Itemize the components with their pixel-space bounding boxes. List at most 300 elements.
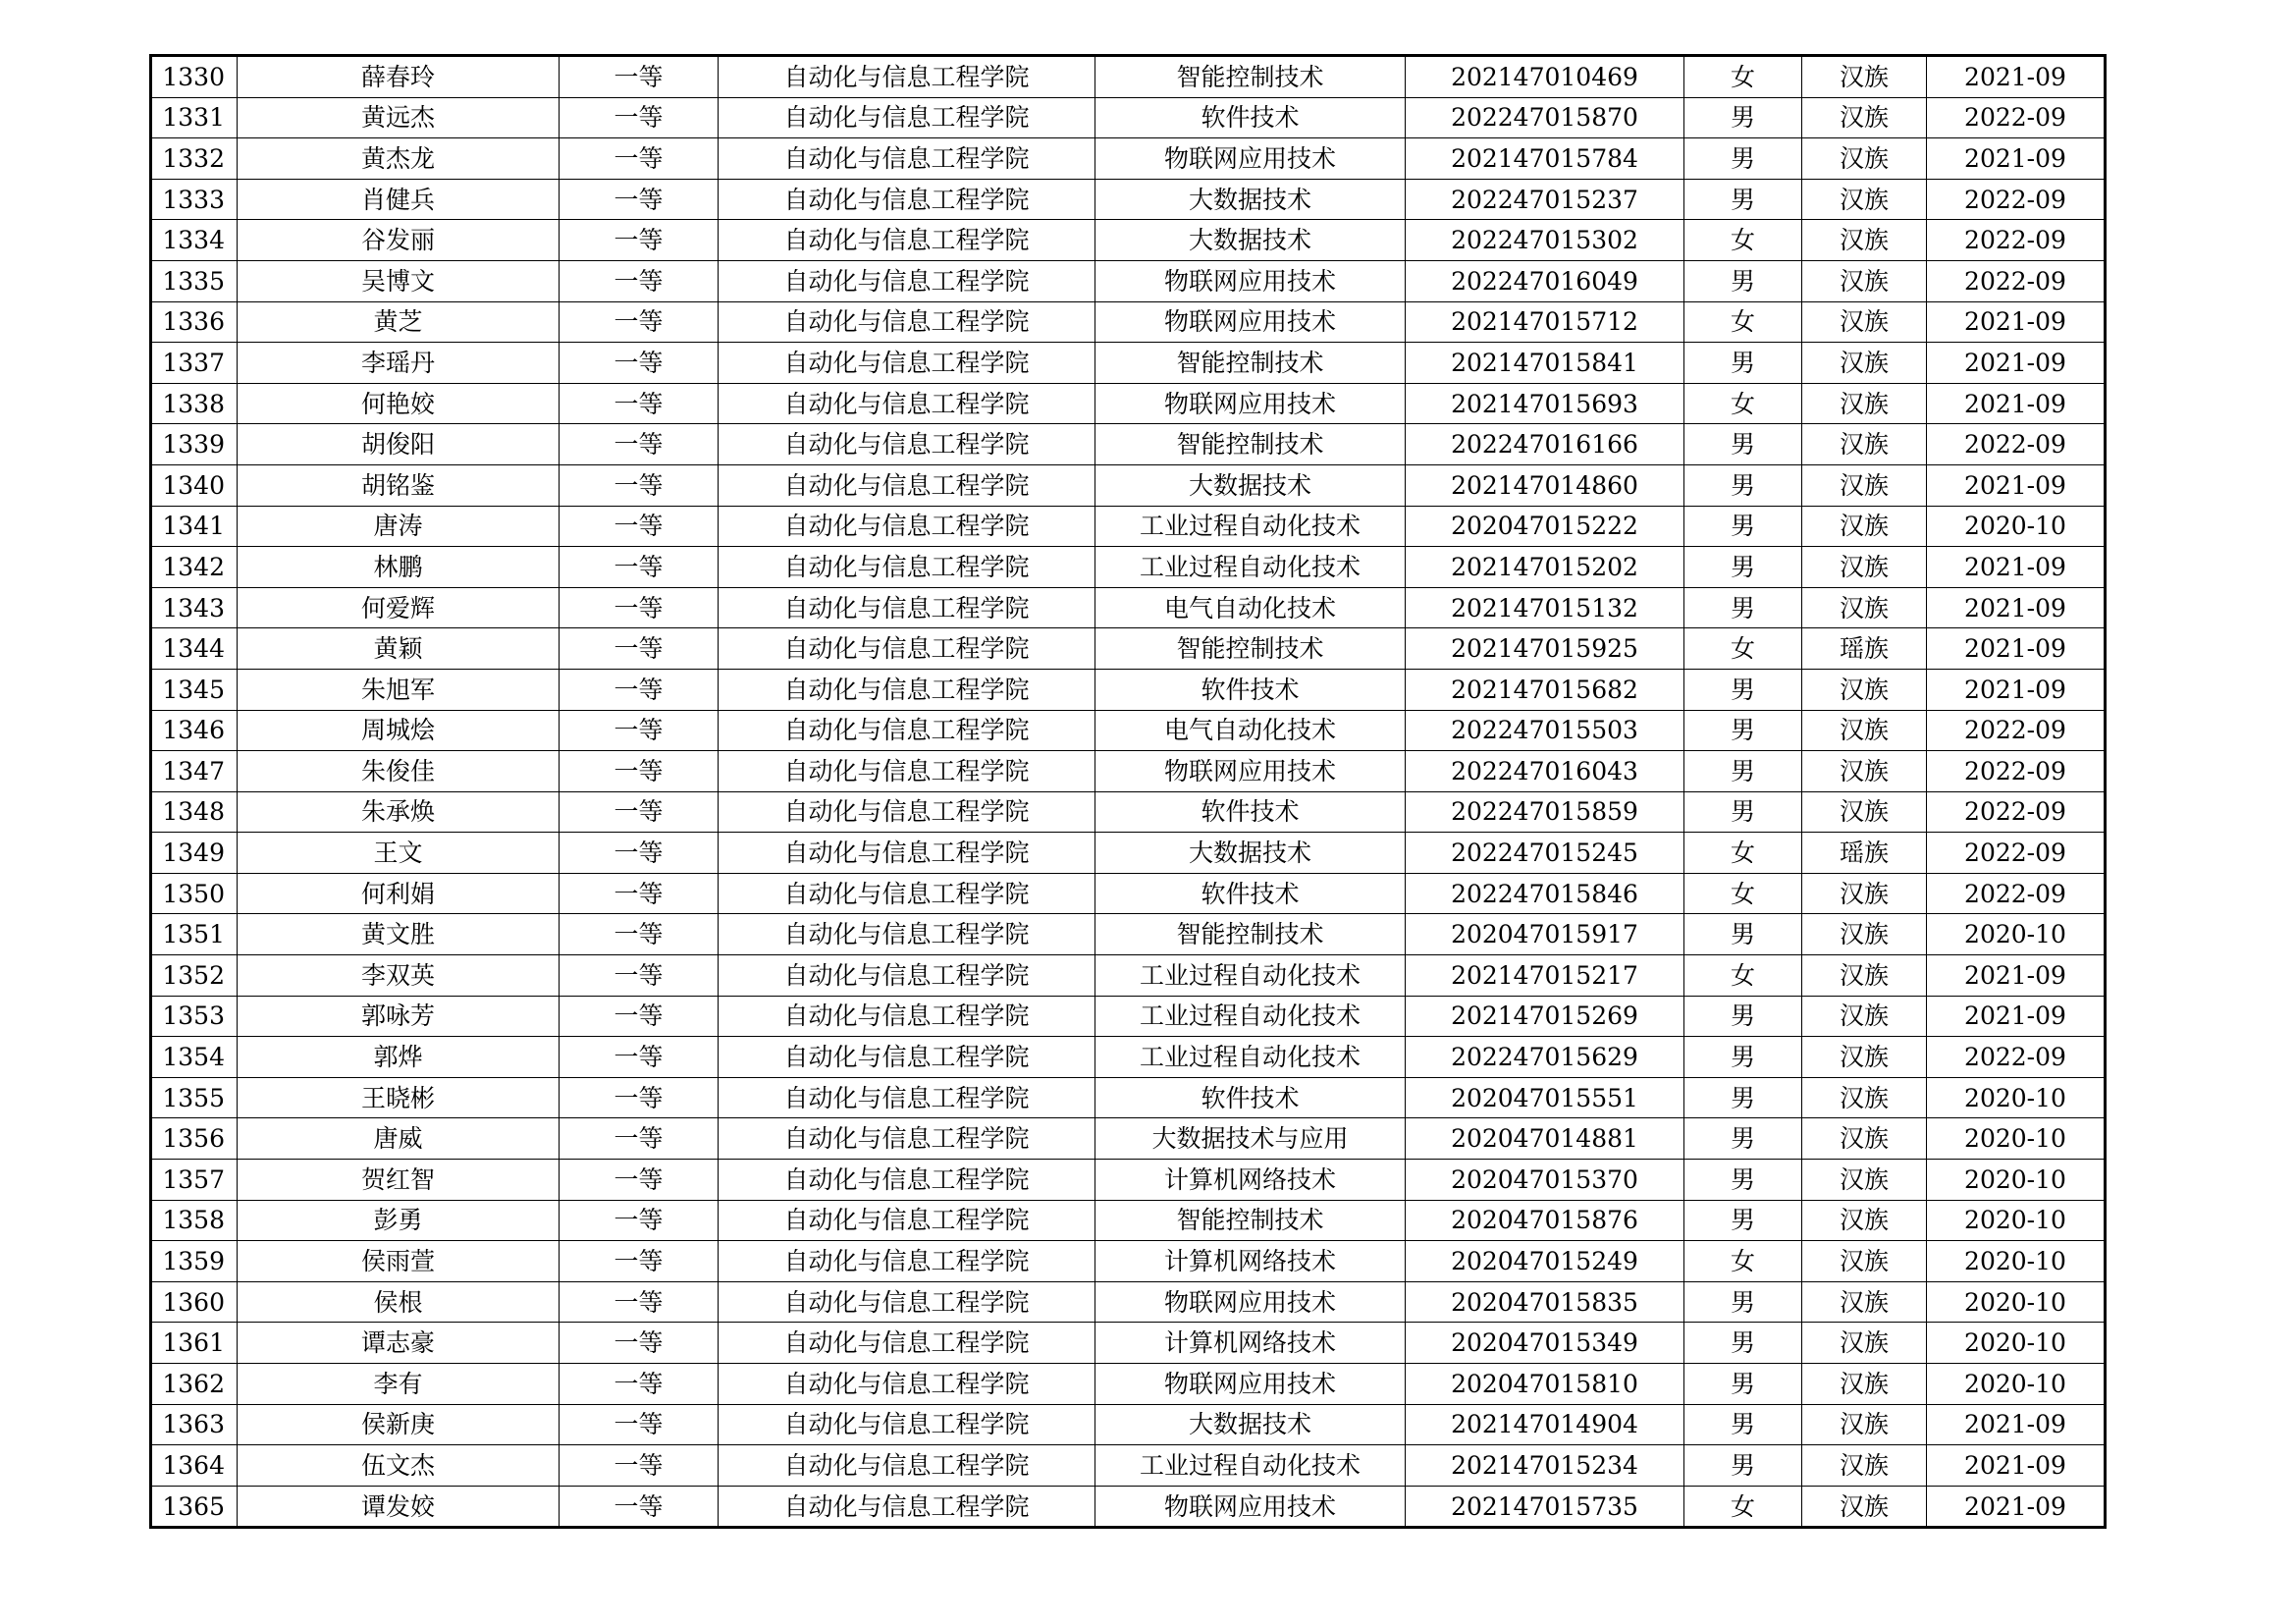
award-level-cell: 一等	[560, 1404, 719, 1445]
major-cell: 智能控制技术	[1095, 56, 1406, 98]
gender-cell: 女	[1684, 301, 1802, 343]
gender-cell: 男	[1684, 751, 1802, 792]
college-cell: 自动化与信息工程学院	[719, 383, 1095, 424]
ethnicity-cell: 汉族	[1802, 424, 1927, 465]
student-id-cell: 202047015222	[1406, 506, 1684, 547]
student-name-cell: 朱俊佳	[238, 751, 560, 792]
row-number-cell: 1365	[151, 1486, 238, 1528]
student-name-cell: 王文	[238, 833, 560, 874]
gender-cell: 男	[1684, 1281, 1802, 1323]
ethnicity-cell: 汉族	[1802, 56, 1927, 98]
table-row	[151, 383, 2106, 424]
ethnicity-cell: 汉族	[1802, 301, 1927, 343]
ethnicity-cell: 汉族	[1802, 464, 1927, 506]
ethnicity-cell: 汉族	[1802, 873, 1927, 914]
gender-cell: 男	[1684, 996, 1802, 1037]
row-number-cell: 1345	[151, 669, 238, 710]
college-cell: 自动化与信息工程学院	[719, 1323, 1095, 1364]
row-number-cell: 1336	[151, 301, 238, 343]
student-name-cell: 彭勇	[238, 1200, 560, 1241]
row-number-cell: 1355	[151, 1077, 238, 1118]
student-name-cell: 朱旭军	[238, 669, 560, 710]
student-id-cell: 202147010469	[1406, 56, 1684, 98]
student-id-cell: 202147015202	[1406, 547, 1684, 588]
gender-cell: 男	[1684, 547, 1802, 588]
award-level-cell: 一等	[560, 138, 719, 180]
student-name-cell: 肖健兵	[238, 179, 560, 220]
gender-cell: 女	[1684, 56, 1802, 98]
college-cell: 自动化与信息工程学院	[719, 1160, 1095, 1201]
student-id-cell: 202147015132	[1406, 587, 1684, 628]
student-id-cell: 202047015551	[1406, 1077, 1684, 1118]
row-number-cell: 1331	[151, 97, 238, 138]
row-number-cell: 1350	[151, 873, 238, 914]
award-level-cell: 一等	[560, 343, 719, 384]
major-cell: 电气自动化技术	[1095, 587, 1406, 628]
table-row	[151, 220, 2106, 261]
enrollment-date-cell: 2021-09	[1927, 1486, 2106, 1528]
student-name-cell: 薛春玲	[238, 56, 560, 98]
table-row	[151, 424, 2106, 465]
ethnicity-cell: 汉族	[1802, 138, 1927, 180]
table-row	[151, 1445, 2106, 1487]
ethnicity-cell: 汉族	[1802, 1364, 1927, 1405]
table-row	[151, 628, 2106, 670]
student-name-cell: 黄芝	[238, 301, 560, 343]
college-cell: 自动化与信息工程学院	[719, 56, 1095, 98]
award-level-cell: 一等	[560, 1241, 719, 1282]
student-name-cell: 谭发姣	[238, 1486, 560, 1528]
table-row	[151, 301, 2106, 343]
student-id-cell: 202147015217	[1406, 955, 1684, 997]
ethnicity-cell: 汉族	[1802, 383, 1927, 424]
student-name-cell: 王晓彬	[238, 1077, 560, 1118]
student-id-cell: 202047015370	[1406, 1160, 1684, 1201]
gender-cell: 男	[1684, 1445, 1802, 1487]
ethnicity-cell: 汉族	[1802, 751, 1927, 792]
ethnicity-cell: 汉族	[1802, 955, 1927, 997]
major-cell: 大数据技术	[1095, 464, 1406, 506]
student-name-cell: 周城烩	[238, 710, 560, 751]
award-level-cell: 一等	[560, 628, 719, 670]
enrollment-date-cell: 2021-09	[1927, 343, 2106, 384]
row-number-cell: 1337	[151, 343, 238, 384]
major-cell: 软件技术	[1095, 791, 1406, 833]
gender-cell: 男	[1684, 506, 1802, 547]
ethnicity-cell: 汉族	[1802, 547, 1927, 588]
row-number-cell: 1330	[151, 56, 238, 98]
student-id-cell: 202147015712	[1406, 301, 1684, 343]
college-cell: 自动化与信息工程学院	[719, 260, 1095, 301]
student-id-cell: 202247015245	[1406, 833, 1684, 874]
college-cell: 自动化与信息工程学院	[719, 751, 1095, 792]
award-level-cell: 一等	[560, 1077, 719, 1118]
student-id-cell: 202147015784	[1406, 138, 1684, 180]
table-row	[151, 791, 2106, 833]
ethnicity-cell: 汉族	[1802, 1281, 1927, 1323]
enrollment-date-cell: 2021-09	[1927, 628, 2106, 670]
student-id-cell: 202247015846	[1406, 873, 1684, 914]
major-cell: 软件技术	[1095, 1077, 1406, 1118]
ethnicity-cell: 汉族	[1802, 179, 1927, 220]
enrollment-date-cell: 2022-09	[1927, 710, 2106, 751]
enrollment-date-cell: 2020-10	[1927, 1364, 2106, 1405]
major-cell: 智能控制技术	[1095, 1200, 1406, 1241]
ethnicity-cell: 汉族	[1802, 1077, 1927, 1118]
student-id-cell: 202247015859	[1406, 791, 1684, 833]
ethnicity-cell: 汉族	[1802, 914, 1927, 955]
enrollment-date-cell: 2020-10	[1927, 914, 2106, 955]
gender-cell: 男	[1684, 343, 1802, 384]
table-row	[151, 1200, 2106, 1241]
gender-cell: 男	[1684, 791, 1802, 833]
award-level-cell: 一等	[560, 506, 719, 547]
enrollment-date-cell: 2022-09	[1927, 833, 2106, 874]
enrollment-date-cell: 2022-09	[1927, 873, 2106, 914]
table-row	[151, 751, 2106, 792]
row-number-cell: 1363	[151, 1404, 238, 1445]
enrollment-date-cell: 2021-09	[1927, 464, 2106, 506]
row-number-cell: 1362	[151, 1364, 238, 1405]
major-cell: 智能控制技术	[1095, 914, 1406, 955]
table-row	[151, 914, 2106, 955]
table-row	[151, 56, 2106, 98]
ethnicity-cell: 汉族	[1802, 1241, 1927, 1282]
enrollment-date-cell: 2020-10	[1927, 506, 2106, 547]
ethnicity-cell: 汉族	[1802, 669, 1927, 710]
student-name-cell: 伍文杰	[238, 1445, 560, 1487]
college-cell: 自动化与信息工程学院	[719, 833, 1095, 874]
gender-cell: 男	[1684, 1323, 1802, 1364]
ethnicity-cell: 汉族	[1802, 587, 1927, 628]
major-cell: 大数据技术	[1095, 1404, 1406, 1445]
row-number-cell: 1364	[151, 1445, 238, 1487]
roster-body	[151, 56, 2106, 1528]
ethnicity-cell: 汉族	[1802, 791, 1927, 833]
gender-cell: 男	[1684, 179, 1802, 220]
table-row	[151, 1404, 2106, 1445]
student-name-cell: 李有	[238, 1364, 560, 1405]
enrollment-date-cell: 2022-09	[1927, 260, 2106, 301]
ethnicity-cell: 瑶族	[1802, 833, 1927, 874]
award-level-cell: 一等	[560, 1200, 719, 1241]
student-name-cell: 黄杰龙	[238, 138, 560, 180]
ethnicity-cell: 汉族	[1802, 710, 1927, 751]
gender-cell: 男	[1684, 914, 1802, 955]
college-cell: 自动化与信息工程学院	[719, 138, 1095, 180]
row-number-cell: 1344	[151, 628, 238, 670]
college-cell: 自动化与信息工程学院	[719, 220, 1095, 261]
table-row	[151, 260, 2106, 301]
gender-cell: 男	[1684, 260, 1802, 301]
college-cell: 自动化与信息工程学院	[719, 873, 1095, 914]
award-level-cell: 一等	[560, 179, 719, 220]
award-level-cell: 一等	[560, 301, 719, 343]
student-name-cell: 唐威	[238, 1118, 560, 1160]
student-name-cell: 吴博文	[238, 260, 560, 301]
major-cell: 智能控制技术	[1095, 343, 1406, 384]
major-cell: 物联网应用技术	[1095, 1364, 1406, 1405]
gender-cell: 女	[1684, 955, 1802, 997]
ethnicity-cell: 汉族	[1802, 220, 1927, 261]
table-row	[151, 179, 2106, 220]
enrollment-date-cell: 2020-10	[1927, 1077, 2106, 1118]
row-number-cell: 1351	[151, 914, 238, 955]
college-cell: 自动化与信息工程学院	[719, 1200, 1095, 1241]
table-row	[151, 1077, 2106, 1118]
gender-cell: 女	[1684, 833, 1802, 874]
enrollment-date-cell: 2021-09	[1927, 996, 2106, 1037]
award-level-cell: 一等	[560, 955, 719, 997]
gender-cell: 女	[1684, 873, 1802, 914]
award-level-cell: 一等	[560, 220, 719, 261]
gender-cell: 女	[1684, 1486, 1802, 1528]
gender-cell: 男	[1684, 669, 1802, 710]
row-number-cell: 1334	[151, 220, 238, 261]
college-cell: 自动化与信息工程学院	[719, 1404, 1095, 1445]
student-name-cell: 朱承焕	[238, 791, 560, 833]
college-cell: 自动化与信息工程学院	[719, 628, 1095, 670]
ethnicity-cell: 汉族	[1802, 1118, 1927, 1160]
enrollment-date-cell: 2022-09	[1927, 791, 2106, 833]
ethnicity-cell: 汉族	[1802, 260, 1927, 301]
table-row	[151, 1323, 2106, 1364]
student-name-cell: 谭志豪	[238, 1323, 560, 1364]
student-name-cell: 黄颖	[238, 628, 560, 670]
table-row	[151, 873, 2106, 914]
table-row	[151, 710, 2106, 751]
college-cell: 自动化与信息工程学院	[719, 506, 1095, 547]
ethnicity-cell: 汉族	[1802, 1323, 1927, 1364]
ethnicity-cell: 汉族	[1802, 1404, 1927, 1445]
ethnicity-cell: 汉族	[1802, 506, 1927, 547]
gender-cell: 女	[1684, 383, 1802, 424]
row-number-cell: 1339	[151, 424, 238, 465]
student-id-cell: 202147015269	[1406, 996, 1684, 1037]
enrollment-date-cell: 2022-09	[1927, 220, 2106, 261]
student-name-cell: 何利娟	[238, 873, 560, 914]
award-level-cell: 一等	[560, 547, 719, 588]
gender-cell: 女	[1684, 1241, 1802, 1282]
ethnicity-cell: 汉族	[1802, 97, 1927, 138]
enrollment-date-cell: 2020-10	[1927, 1160, 2106, 1201]
gender-cell: 男	[1684, 587, 1802, 628]
table-row	[151, 138, 2106, 180]
award-level-cell: 一等	[560, 710, 719, 751]
student-id-cell: 202147015925	[1406, 628, 1684, 670]
college-cell: 自动化与信息工程学院	[719, 547, 1095, 588]
college-cell: 自动化与信息工程学院	[719, 464, 1095, 506]
award-level-cell: 一等	[560, 1364, 719, 1405]
award-level-cell: 一等	[560, 873, 719, 914]
college-cell: 自动化与信息工程学院	[719, 587, 1095, 628]
row-number-cell: 1352	[151, 955, 238, 997]
major-cell: 物联网应用技术	[1095, 301, 1406, 343]
student-name-cell: 林鹏	[238, 547, 560, 588]
student-name-cell: 何爱辉	[238, 587, 560, 628]
enrollment-date-cell: 2021-09	[1927, 955, 2106, 997]
gender-cell: 男	[1684, 1037, 1802, 1078]
student-id-cell: 202047015876	[1406, 1200, 1684, 1241]
ethnicity-cell: 汉族	[1802, 343, 1927, 384]
student-name-cell: 谷发丽	[238, 220, 560, 261]
award-level-cell: 一等	[560, 833, 719, 874]
major-cell: 软件技术	[1095, 97, 1406, 138]
major-cell: 物联网应用技术	[1095, 1486, 1406, 1528]
ethnicity-cell: 汉族	[1802, 1486, 1927, 1528]
student-name-cell: 何艳姣	[238, 383, 560, 424]
major-cell: 软件技术	[1095, 873, 1406, 914]
ethnicity-cell: 汉族	[1802, 1200, 1927, 1241]
row-number-cell: 1341	[151, 506, 238, 547]
award-level-cell: 一等	[560, 1323, 719, 1364]
enrollment-date-cell: 2021-09	[1927, 301, 2106, 343]
student-name-cell: 侯新庚	[238, 1404, 560, 1445]
college-cell: 自动化与信息工程学院	[719, 1037, 1095, 1078]
row-number-cell: 1347	[151, 751, 238, 792]
table-row	[151, 547, 2106, 588]
student-name-cell: 郭咏芳	[238, 996, 560, 1037]
award-level-cell: 一等	[560, 424, 719, 465]
student-name-cell: 李双英	[238, 955, 560, 997]
gender-cell: 男	[1684, 1160, 1802, 1201]
row-number-cell: 1359	[151, 1241, 238, 1282]
row-number-cell: 1332	[151, 138, 238, 180]
college-cell: 自动化与信息工程学院	[719, 1364, 1095, 1405]
enrollment-date-cell: 2021-09	[1927, 1404, 2106, 1445]
ethnicity-cell: 汉族	[1802, 1160, 1927, 1201]
award-level-cell: 一等	[560, 791, 719, 833]
college-cell: 自动化与信息工程学院	[719, 669, 1095, 710]
gender-cell: 女	[1684, 220, 1802, 261]
table-row	[151, 1118, 2106, 1160]
major-cell: 工业过程自动化技术	[1095, 955, 1406, 997]
award-level-cell: 一等	[560, 260, 719, 301]
major-cell: 计算机网络技术	[1095, 1241, 1406, 1282]
student-id-cell: 202147014860	[1406, 464, 1684, 506]
gender-cell: 男	[1684, 1404, 1802, 1445]
major-cell: 物联网应用技术	[1095, 260, 1406, 301]
college-cell: 自动化与信息工程学院	[719, 791, 1095, 833]
student-name-cell: 黄远杰	[238, 97, 560, 138]
college-cell: 自动化与信息工程学院	[719, 97, 1095, 138]
award-level-cell: 一等	[560, 751, 719, 792]
table-row	[151, 1281, 2106, 1323]
table-row	[151, 587, 2106, 628]
gender-cell: 男	[1684, 1077, 1802, 1118]
ethnicity-cell: 汉族	[1802, 1445, 1927, 1487]
college-cell: 自动化与信息工程学院	[719, 301, 1095, 343]
gender-cell: 男	[1684, 710, 1802, 751]
enrollment-date-cell: 2022-09	[1927, 179, 2106, 220]
gender-cell: 男	[1684, 138, 1802, 180]
student-id-cell: 202047015835	[1406, 1281, 1684, 1323]
award-level-cell: 一等	[560, 1281, 719, 1323]
gender-cell: 男	[1684, 1118, 1802, 1160]
enrollment-date-cell: 2022-09	[1927, 751, 2106, 792]
row-number-cell: 1349	[151, 833, 238, 874]
student-name-cell: 胡俊阳	[238, 424, 560, 465]
student-id-cell: 202047015917	[1406, 914, 1684, 955]
row-number-cell: 1342	[151, 547, 238, 588]
row-number-cell: 1338	[151, 383, 238, 424]
row-number-cell: 1357	[151, 1160, 238, 1201]
scholarship-roster-table	[149, 54, 2107, 1529]
table-row	[151, 996, 2106, 1037]
award-level-cell: 一等	[560, 97, 719, 138]
row-number-cell: 1343	[151, 587, 238, 628]
major-cell: 大数据技术	[1095, 179, 1406, 220]
student-id-cell: 202247015503	[1406, 710, 1684, 751]
student-id-cell: 202247015629	[1406, 1037, 1684, 1078]
student-id-cell: 202147015234	[1406, 1445, 1684, 1487]
table-row	[151, 97, 2106, 138]
row-number-cell: 1356	[151, 1118, 238, 1160]
student-name-cell: 黄文胜	[238, 914, 560, 955]
student-id-cell: 202047015249	[1406, 1241, 1684, 1282]
student-id-cell: 202247015302	[1406, 220, 1684, 261]
college-cell: 自动化与信息工程学院	[719, 179, 1095, 220]
row-number-cell: 1335	[151, 260, 238, 301]
student-name-cell: 胡铭鉴	[238, 464, 560, 506]
table-row	[151, 955, 2106, 997]
row-number-cell: 1353	[151, 996, 238, 1037]
college-cell: 自动化与信息工程学院	[719, 1486, 1095, 1528]
award-level-cell: 一等	[560, 1037, 719, 1078]
college-cell: 自动化与信息工程学院	[719, 1241, 1095, 1282]
table-row	[151, 1486, 2106, 1528]
gender-cell: 男	[1684, 424, 1802, 465]
table-row	[151, 506, 2106, 547]
student-name-cell: 郭烨	[238, 1037, 560, 1078]
major-cell: 大数据技术与应用	[1095, 1118, 1406, 1160]
major-cell: 工业过程自动化技术	[1095, 506, 1406, 547]
enrollment-date-cell: 2020-10	[1927, 1323, 2106, 1364]
enrollment-date-cell: 2021-09	[1927, 56, 2106, 98]
major-cell: 软件技术	[1095, 669, 1406, 710]
student-name-cell: 李瑶丹	[238, 343, 560, 384]
ethnicity-cell: 瑶族	[1802, 628, 1927, 670]
enrollment-date-cell: 2020-10	[1927, 1118, 2106, 1160]
award-level-cell: 一等	[560, 383, 719, 424]
major-cell: 物联网应用技术	[1095, 751, 1406, 792]
gender-cell: 男	[1684, 464, 1802, 506]
major-cell: 计算机网络技术	[1095, 1323, 1406, 1364]
ethnicity-cell: 汉族	[1802, 996, 1927, 1037]
major-cell: 大数据技术	[1095, 220, 1406, 261]
award-level-cell: 一等	[560, 587, 719, 628]
major-cell: 工业过程自动化技术	[1095, 996, 1406, 1037]
award-level-cell: 一等	[560, 464, 719, 506]
major-cell: 工业过程自动化技术	[1095, 1037, 1406, 1078]
gender-cell: 女	[1684, 628, 1802, 670]
row-number-cell: 1348	[151, 791, 238, 833]
enrollment-date-cell: 2022-09	[1927, 97, 2106, 138]
college-cell: 自动化与信息工程学院	[719, 1118, 1095, 1160]
row-number-cell: 1354	[151, 1037, 238, 1078]
major-cell: 物联网应用技术	[1095, 383, 1406, 424]
enrollment-date-cell: 2021-09	[1927, 138, 2106, 180]
enrollment-date-cell: 2021-09	[1927, 669, 2106, 710]
table-row	[151, 1037, 2106, 1078]
college-cell: 自动化与信息工程学院	[719, 343, 1095, 384]
award-level-cell: 一等	[560, 1118, 719, 1160]
major-cell: 智能控制技术	[1095, 628, 1406, 670]
major-cell: 工业过程自动化技术	[1095, 1445, 1406, 1487]
award-level-cell: 一等	[560, 1160, 719, 1201]
student-id-cell: 202247016166	[1406, 424, 1684, 465]
table-row	[151, 343, 2106, 384]
